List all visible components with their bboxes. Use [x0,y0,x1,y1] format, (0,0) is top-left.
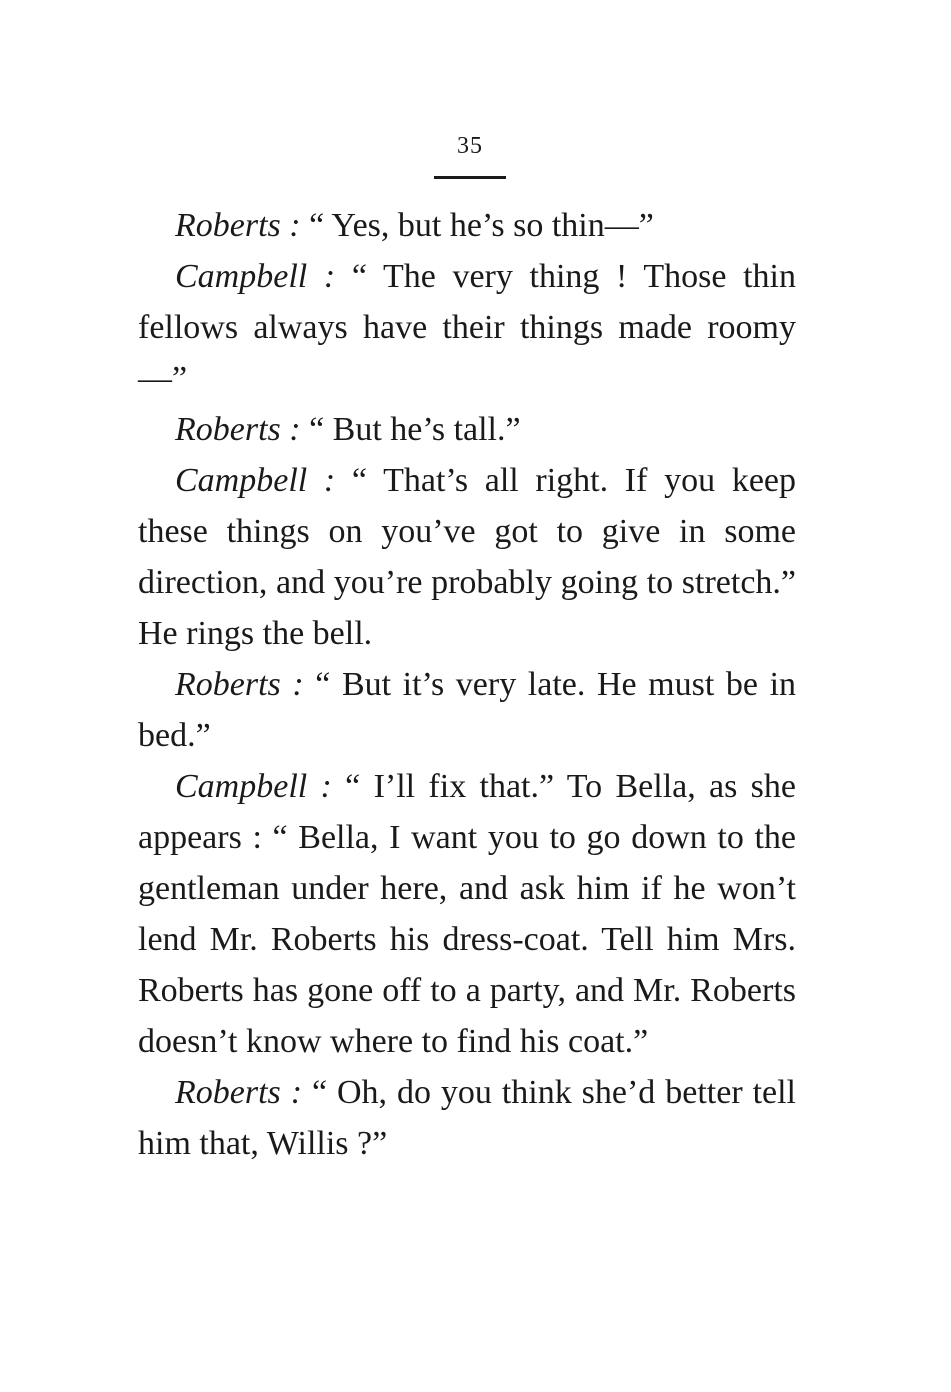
dialogue-paragraph [138,200,796,251]
dialogue-text: “ That’s all right. If you keep these things on you’ve got to give in some direction, and you’re probably going to stretch.” He rings the bell. [138,462,797,652]
speaker-name: Roberts : [175,411,301,448]
speaker-name: Roberts : [175,1074,303,1111]
speaker-name: Roberts : [175,207,301,244]
dialogue-text: “ I’ll fix that.” To Bella, as she appears : “ Bella, I want you to go down to the gentleman under here, and ask him if he won’t lend Mr. Roberts his dress-coat. Tell him Mrs. Roberts has gone off to a party, and Mr. Roberts doesn’t know where to find his coat.” [138,768,796,1060]
dialogue-paragraph [138,251,796,404]
body-text [138,200,796,1169]
dialogue-paragraph [138,455,796,659]
speaker-name: Campbell : [175,258,336,295]
page-number-rule [434,176,506,179]
dialogue-paragraph [138,1067,796,1169]
speaker-name: Roberts : [175,666,304,703]
dialogue-text: “ Oh, do you think she’d better tell him that, Willis ?” [138,1074,796,1162]
speaker-name: Campbell : [175,462,336,499]
dialogue-paragraph [138,404,796,455]
dialogue-paragraph [138,659,796,761]
dialogue-text: “ Yes, but he’s so thin—” [300,207,654,244]
dialogue-text: “ The very thing ! Those thin fellows always have their things made roomy—” [138,258,796,397]
dialogue-text: “ But it’s very late. He must be in bed.” [138,666,797,754]
page-number: 35 [457,133,483,159]
speaker-name: Campbell : [175,768,332,805]
dialogue-paragraph [138,761,796,1067]
dialogue-text: “ But he’s tall.” [300,411,521,448]
